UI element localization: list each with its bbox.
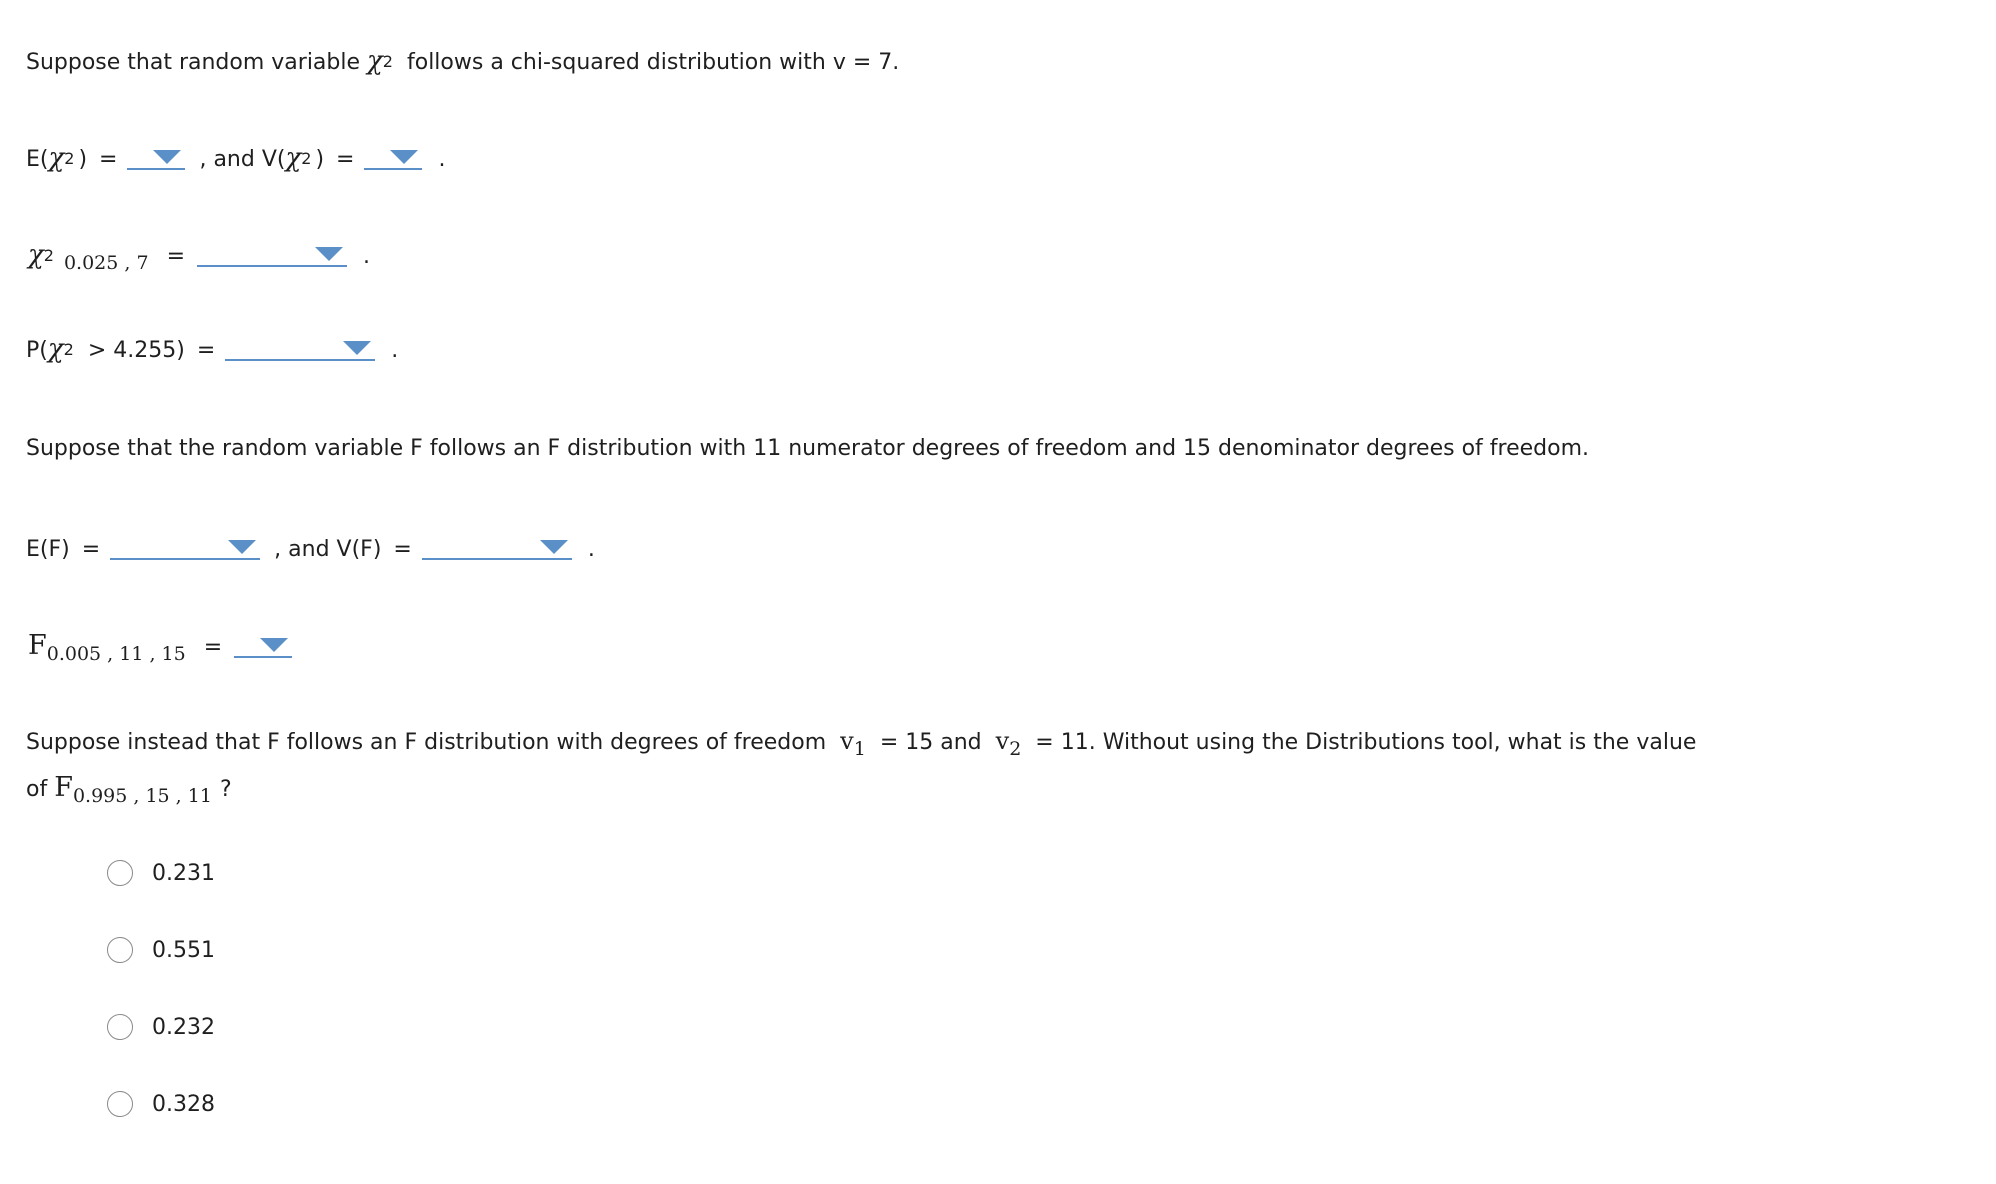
ef-label: E(F) xyxy=(26,537,70,562)
v1-subscript: 1 xyxy=(853,738,866,760)
chi-probability-row: P( χ $^2$ > 4.255) = . xyxy=(26,334,399,364)
question-line-1 xyxy=(26,727,1697,760)
v-close: ) xyxy=(315,147,325,172)
v2-subscript: 2 xyxy=(1009,738,1022,760)
equals-sign: = xyxy=(81,537,101,562)
chi-symbol: χ xyxy=(367,46,383,76)
option-label: 0.328 xyxy=(152,1091,215,1117)
chi-symbol: χ xyxy=(47,334,64,364)
equals-sign: = xyxy=(393,537,412,562)
chevron-down-icon xyxy=(228,540,256,554)
f-symbol: F xyxy=(54,772,73,803)
chi-mean-dropdown[interactable] xyxy=(127,148,185,170)
chi-critical-row: χ $^2$ 0.025 , 7 = . xyxy=(28,240,370,274)
ev-close: ) xyxy=(78,147,88,172)
radio-button[interactable] xyxy=(107,1091,133,1117)
f-symbol: F xyxy=(28,630,47,661)
chevron-down-icon xyxy=(315,247,343,261)
f-critical-subscript: 0.005 , 11 , 15 xyxy=(46,643,186,665)
chevron-down-icon xyxy=(343,341,371,355)
equals-sign: = xyxy=(336,147,355,172)
question-of: of xyxy=(26,777,48,802)
chi-intro-post: follows a chi-squared distribution with v = 7. xyxy=(406,50,900,75)
ev-open: E( xyxy=(26,147,49,172)
option-label: 0.551 xyxy=(152,937,215,963)
chi-critical-dropdown[interactable] xyxy=(197,245,347,267)
chevron-down-icon xyxy=(260,638,288,652)
period: . xyxy=(587,537,595,562)
prob-condition: > 4.255) xyxy=(87,338,185,363)
and-v-label: , and V( xyxy=(199,147,286,172)
radio-button[interactable] xyxy=(107,937,133,963)
f-intro-text: Suppose that the random variable F follows an F distribution with 11 numerator degrees of freedom and 15 denominator degrees of freedom. xyxy=(26,436,1590,461)
equals-sign: = xyxy=(203,635,223,660)
question-text-pre: Suppose instead that F follows an F distribution with degrees of freedom xyxy=(26,730,827,755)
chi-probability-dropdown[interactable] xyxy=(225,339,375,361)
period: . xyxy=(363,244,370,269)
option-label: 0.232 xyxy=(152,1014,215,1040)
equals-sign: = xyxy=(99,147,118,172)
option-row[interactable] xyxy=(107,1014,215,1040)
question-text-post: = 11. Without using the Distributions tool, what is the value xyxy=(1035,730,1697,755)
question-line-2 xyxy=(26,772,232,807)
chi-symbol: χ xyxy=(285,143,302,173)
option-label: 0.231 xyxy=(152,860,215,886)
chevron-down-icon xyxy=(153,150,181,164)
period: . xyxy=(438,147,446,172)
f-variance-dropdown[interactable] xyxy=(422,538,572,560)
f-mean-dropdown[interactable] xyxy=(110,538,260,560)
chevron-down-icon xyxy=(390,150,418,164)
equals-sign: = xyxy=(196,338,216,363)
option-row[interactable] xyxy=(107,1091,215,1117)
period: . xyxy=(391,338,399,363)
v1-symbol: v xyxy=(840,727,854,755)
chi-symbol: χ xyxy=(48,143,65,173)
chi-critical-subscript: 0.025 , 7 xyxy=(63,252,149,274)
question-mark: ? xyxy=(219,777,232,802)
radio-button[interactable] xyxy=(107,1014,133,1040)
f-critical-dropdown[interactable] xyxy=(234,636,292,658)
equals-sign: = xyxy=(166,244,185,269)
chi-symbol: χ xyxy=(28,240,44,270)
radio-button[interactable] xyxy=(107,860,133,886)
f-moments-row xyxy=(26,534,595,562)
chi-moments-row: E( χ $^2$ ) = , and V( χ $^2$ ) = . xyxy=(26,143,446,173)
option-row[interactable] xyxy=(107,860,215,886)
question-f-subscript: 0.995 , 15 , 11 xyxy=(72,785,212,807)
prob-open: P( xyxy=(26,338,48,363)
question-mid: = 15 and xyxy=(879,730,982,755)
option-row[interactable] xyxy=(107,937,215,963)
chi-variance-dropdown[interactable] xyxy=(364,148,422,170)
vf-label: , and V(F) xyxy=(274,537,382,562)
f-critical-row xyxy=(28,630,292,665)
v2-symbol: v xyxy=(995,727,1010,755)
f-intro xyxy=(26,436,1589,461)
chi-intro-pre: Suppose that random variable xyxy=(26,50,361,75)
chi-intro: Suppose that random variable χ $^2$ follows a chi-squared distribution with v = 7. xyxy=(26,46,900,76)
chevron-down-icon xyxy=(540,540,568,554)
